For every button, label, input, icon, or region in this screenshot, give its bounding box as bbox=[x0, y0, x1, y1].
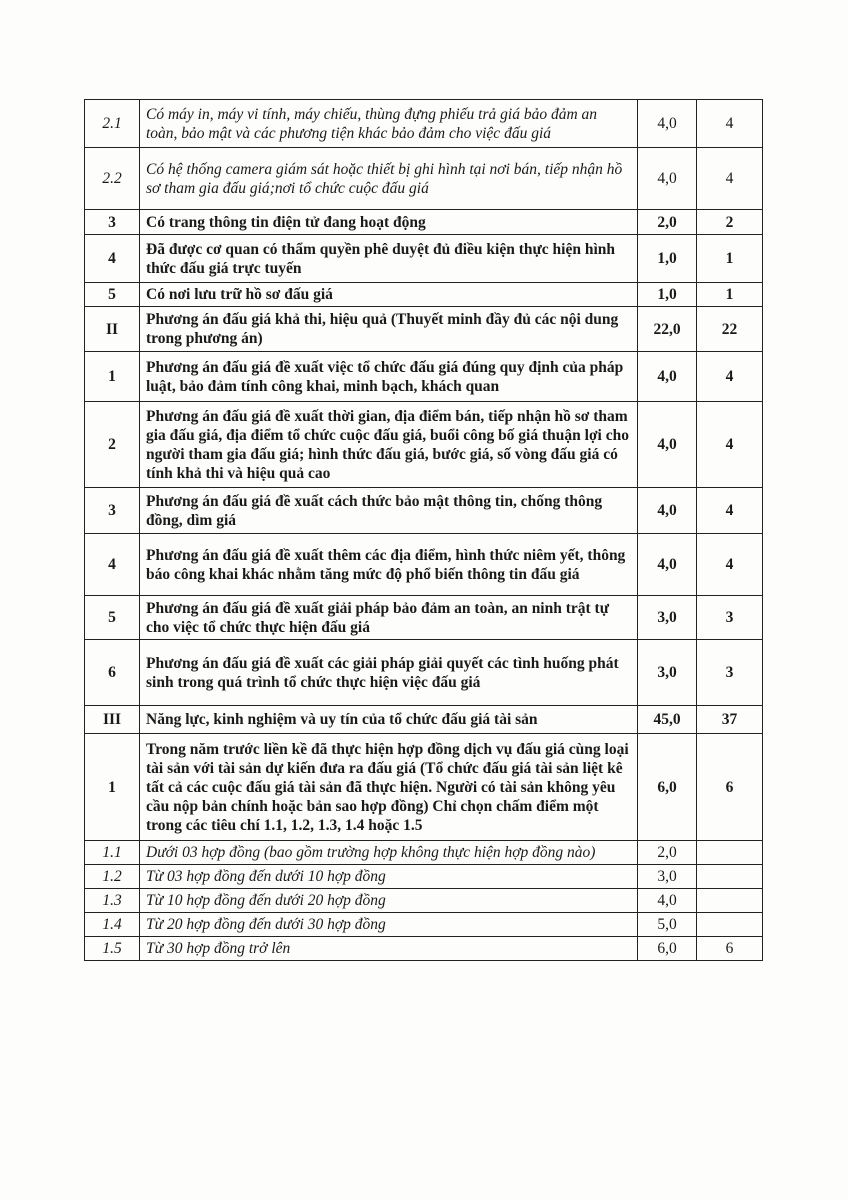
criterion-text: Trong năm trước liền kề đã thực hiện hợp đồng dịch vụ đấu giá cùng loại tài sản với tài sản dự kiến đưa ra đấu giá (Tổ chức đấu giá tài sản liệt kê tất cả các cuộc đấu giá tài sản đã thực hiện. Người có tài sản không yêu cầu nộp bản chính hoặc bản sao hợp đồng) Chỉ chọn chấm điểm một trong các tiêu chí 1.1, 1.2, 1.3, 1.4 hoặc 1.5 bbox=[146, 740, 629, 834]
max-score: 4,0 bbox=[638, 488, 697, 534]
awarded-score bbox=[697, 865, 763, 889]
awarded-score bbox=[697, 913, 763, 937]
table-row bbox=[85, 640, 763, 706]
criterion-description bbox=[140, 706, 638, 734]
table-row bbox=[85, 913, 763, 937]
criterion-text: Từ 20 hợp đồng đến dưới 30 hợp đồng bbox=[146, 916, 386, 933]
criterion-text: Từ 10 hợp đồng đến dưới 20 hợp đồng bbox=[146, 892, 386, 909]
awarded-score bbox=[697, 841, 763, 865]
max-score: 4,0 bbox=[638, 100, 697, 148]
criterion-number: 4 bbox=[85, 534, 140, 596]
criterion-description bbox=[140, 402, 638, 488]
criterion-description bbox=[140, 210, 638, 235]
criterion-text: Phương án đấu giá đề xuất cách thức bảo mật thông tin, chống thông đồng, dìm giá bbox=[146, 492, 603, 529]
criterion-text: Đã được cơ quan có thẩm quyền phê duyệt đủ điều kiện thực hiện hình thức đấu giá trực tuyến bbox=[146, 240, 616, 277]
criterion-text: Dưới 03 hợp đồng (bao gồm trường hợp không thực hiện hợp đồng nào) bbox=[146, 844, 596, 861]
criterion-text: Phương án đấu giá đề xuất thời gian, địa điểm bán, tiếp nhận hồ sơ tham gia đấu giá, địa điểm tổ chức cuộc đấu giá, buổi công bố giá thuận lợi cho người tham gia đấu giá; hình thức đấu giá, bước giá, số vòng đấu giá có tính khả thi và hiệu quả cao bbox=[146, 407, 629, 482]
criterion-text: Có nơi lưu trữ hồ sơ đấu giá bbox=[146, 286, 333, 303]
table-row bbox=[85, 235, 763, 283]
criterion-number: 6 bbox=[85, 640, 140, 706]
awarded-score: 1 bbox=[697, 235, 763, 283]
table-row bbox=[85, 488, 763, 534]
awarded-score: 4 bbox=[697, 352, 763, 402]
table-row bbox=[85, 841, 763, 865]
criterion-description bbox=[140, 913, 638, 937]
criterion-number: 5 bbox=[85, 596, 140, 640]
max-score: 45,0 bbox=[638, 706, 697, 734]
criterion-description bbox=[140, 889, 638, 913]
awarded-score: 4 bbox=[697, 534, 763, 596]
criterion-description bbox=[140, 534, 638, 596]
criterion-description bbox=[140, 865, 638, 889]
criterion-number: 1.4 bbox=[85, 913, 140, 937]
max-score: 3,0 bbox=[638, 596, 697, 640]
criterion-number: 1 bbox=[85, 734, 140, 841]
awarded-score: 37 bbox=[697, 706, 763, 734]
max-score: 3,0 bbox=[638, 640, 697, 706]
awarded-score: 1 bbox=[697, 283, 763, 307]
awarded-score: 4 bbox=[697, 402, 763, 488]
max-score: 4,0 bbox=[638, 889, 697, 913]
criterion-number: 1.3 bbox=[85, 889, 140, 913]
criterion-text: Từ 30 hợp đồng trở lên bbox=[146, 940, 291, 957]
max-score: 22,0 bbox=[638, 307, 697, 352]
criterion-description bbox=[140, 640, 638, 706]
max-score: 3,0 bbox=[638, 865, 697, 889]
awarded-score: 4 bbox=[697, 488, 763, 534]
criterion-text: Phương án đấu giá khả thi, hiệu quả bbox=[146, 311, 388, 328]
awarded-score: 6 bbox=[697, 937, 763, 961]
criterion-text: Phương án đấu giá đề xuất việc tổ chức đấu giá đúng quy định của pháp luật, bảo đảm tính công khai, minh bạch, khách quan bbox=[146, 358, 624, 395]
criterion-number: II bbox=[85, 307, 140, 352]
table-row bbox=[85, 596, 763, 640]
table-row bbox=[85, 100, 763, 148]
max-score: 1,0 bbox=[638, 283, 697, 307]
max-score: 4,0 bbox=[638, 148, 697, 210]
criterion-text: Có trang thông tin điện tử đang hoạt động bbox=[146, 213, 426, 231]
criterion-number: 1 bbox=[85, 352, 140, 402]
awarded-score: 3 bbox=[697, 596, 763, 640]
criterion-number: 3 bbox=[85, 210, 140, 235]
criterion-description bbox=[140, 148, 638, 210]
max-score: 6,0 bbox=[638, 734, 697, 841]
criterion-description bbox=[140, 734, 638, 841]
criterion-number: III bbox=[85, 706, 140, 734]
criterion-description bbox=[140, 100, 638, 148]
criterion-number: 2.2 bbox=[85, 148, 140, 210]
criterion-description bbox=[140, 841, 638, 865]
criterion-text: Năng lực, kinh nghiệm và uy tín của tổ chức đấu giá tài sản bbox=[146, 711, 538, 728]
criterion-text: Phương án đấu giá đề xuất thêm các địa điểm, hình thức niêm yết, thông báo công khai khác nhằm tăng mức độ phổ biến thông tin đấu giá bbox=[146, 546, 626, 583]
table-row bbox=[85, 210, 763, 235]
max-score: 2,0 bbox=[638, 210, 697, 235]
criterion-note: (Thuyết minh đầy đủ các nội dung trong phương án) bbox=[146, 311, 619, 347]
table-body bbox=[85, 100, 763, 961]
awarded-score: 4 bbox=[697, 148, 763, 210]
awarded-score: 3 bbox=[697, 640, 763, 706]
max-score: 6,0 bbox=[638, 937, 697, 961]
criterion-description bbox=[140, 937, 638, 961]
criterion-number: 1.1 bbox=[85, 841, 140, 865]
criterion-number: 2 bbox=[85, 402, 140, 488]
table-row bbox=[85, 734, 763, 841]
criterion-description bbox=[140, 235, 638, 283]
table-row bbox=[85, 148, 763, 210]
table-row bbox=[85, 402, 763, 488]
awarded-score: 6 bbox=[697, 734, 763, 841]
criterion-number: 3 bbox=[85, 488, 140, 534]
max-score: 4,0 bbox=[638, 352, 697, 402]
awarded-score: 2 bbox=[697, 210, 763, 235]
max-score: 5,0 bbox=[638, 913, 697, 937]
table-row bbox=[85, 352, 763, 402]
table-row bbox=[85, 534, 763, 596]
table-row bbox=[85, 889, 763, 913]
max-score: 4,0 bbox=[638, 534, 697, 596]
criterion-description bbox=[140, 488, 638, 534]
scoring-criteria-table bbox=[84, 99, 763, 961]
awarded-score: 22 bbox=[697, 307, 763, 352]
criterion-number: 1.5 bbox=[85, 937, 140, 961]
awarded-score bbox=[697, 889, 763, 913]
criterion-number: 5 bbox=[85, 283, 140, 307]
table-row bbox=[85, 706, 763, 734]
criterion-text: Có hệ thống camera giám sát hoặc thiết bị ghi hình tại nơi bán, tiếp nhận hồ sơ tham gia đấu giá;nơi tổ chức cuộc đấu giá bbox=[146, 160, 623, 197]
max-score: 2,0 bbox=[638, 841, 697, 865]
criterion-number: 4 bbox=[85, 235, 140, 283]
criterion-description bbox=[140, 283, 638, 307]
table-row bbox=[85, 937, 763, 961]
criterion-description bbox=[140, 352, 638, 402]
max-score: 1,0 bbox=[638, 235, 697, 283]
criterion-number: 2.1 bbox=[85, 100, 140, 148]
table-row bbox=[85, 283, 763, 307]
criterion-text: Phương án đấu giá đề xuất giải pháp bảo đảm an toàn, an ninh trật tự cho việc tổ chức thực hiện đấu giá bbox=[146, 599, 610, 636]
criterion-description bbox=[140, 307, 638, 352]
criterion-text: Từ 03 hợp đồng đến dưới 10 hợp đồng bbox=[146, 868, 386, 885]
criterion-number: 1.2 bbox=[85, 865, 140, 889]
criterion-text: Có máy in, máy vi tính, máy chiếu, thùng đựng phiếu trả giá bảo đảm an toàn, bảo mật và các phương tiện khác bảo đảm cho việc đấu giá bbox=[146, 105, 598, 142]
criterion-text: Phương án đấu giá đề xuất các giải pháp giải quyết các tình huống phát sinh trong quá trình tổ chức thực hiện việc đấu giá bbox=[146, 654, 619, 691]
table-row bbox=[85, 865, 763, 889]
table-row bbox=[85, 307, 763, 352]
max-score: 4,0 bbox=[638, 402, 697, 488]
awarded-score: 4 bbox=[697, 100, 763, 148]
criterion-description bbox=[140, 596, 638, 640]
